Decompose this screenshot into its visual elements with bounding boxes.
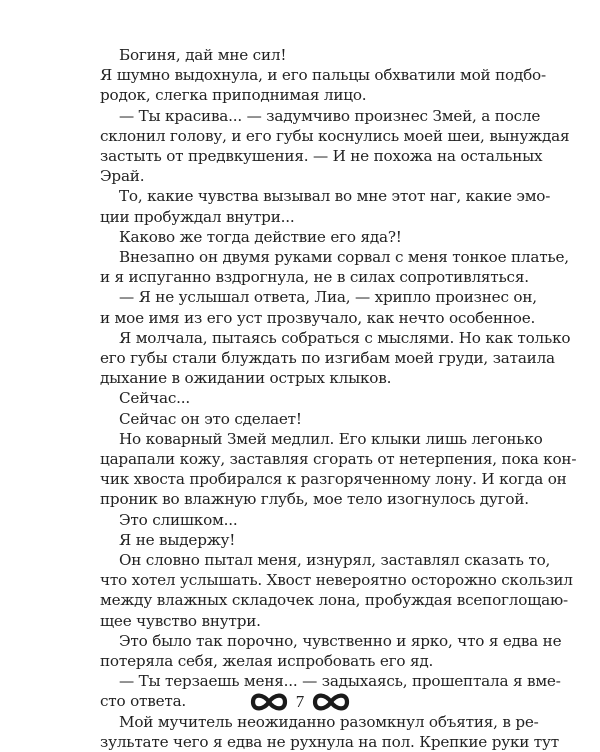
text-line: Я молчала, пытаясь собраться с мыслями. Но как только bbox=[119, 328, 571, 347]
text-line: дыхание в ожидании острых клыков. bbox=[100, 369, 392, 388]
text-line: чик хвоста пробирался к разгоряченному лону. И когда он bbox=[100, 470, 567, 489]
text-line: Я не выдержу! bbox=[119, 530, 236, 549]
text-line: — Я не услышал ответа, Лиа, — хрипло произнес он, bbox=[119, 288, 537, 307]
text-line: Это слишком... bbox=[119, 510, 238, 529]
text-line: щее чувство внутри. bbox=[100, 611, 261, 630]
text-line: застыть от предвкушения. — И не похожа на остальных bbox=[100, 147, 543, 165]
text-line: его губы стали блуждать по изгибам моей груди, затаила bbox=[100, 349, 555, 367]
text-line: родок, слегка приподнимая лицо. bbox=[100, 86, 367, 105]
text-line: Он словно пытал меня, изнурял, заставлял сказать то, bbox=[119, 551, 551, 569]
text-line: царапали кожу, заставляя сгорать от нетерпения, пока кон- bbox=[100, 450, 577, 468]
text-line: Каково же тогда действие его яда?! bbox=[119, 227, 402, 246]
text-line: Но коварный Змей медлил. Его клыки лишь легонько bbox=[119, 429, 543, 448]
infinity-ornament-left-icon bbox=[249, 690, 289, 714]
text-line: То, какие чувства вызывал во мне этот наг, какие эмо- bbox=[119, 187, 551, 206]
text-line: сто ответа. bbox=[100, 692, 187, 711]
text-line: — Ты терзаешь меня... — задыхаясь, прошептала я вме- bbox=[119, 672, 561, 691]
page-number: 7 bbox=[295, 692, 305, 711]
text-line: между влажных складочек лона, пробуждая всепоглощаю- bbox=[100, 591, 568, 610]
text-line: что хотел услышать. Хвост невероятно осторожно скользил bbox=[100, 571, 573, 590]
text-line: Внезапно он двумя руками сорвал с меня тонкое платье, bbox=[119, 248, 569, 266]
text-line: зультате чего я едва не рухнула на пол. Крепкие руки тут bbox=[100, 732, 559, 751]
text-line: Мой мучитель неожиданно разомкнул объятия, в ре- bbox=[119, 712, 539, 731]
text-line: потеряла себя, желая испробовать его яд. bbox=[100, 652, 434, 670]
text-line: Богиня, дай мне сил! bbox=[119, 46, 287, 64]
text-line: ции пробуждал внутри... bbox=[100, 207, 295, 226]
text-line: Это было так порочно, чувственно и ярко, что я едва не bbox=[119, 631, 562, 650]
text-line: и мое имя из его уст прозвучало, как нечто особенное. bbox=[100, 308, 536, 327]
text-line: склонил голову, и его губы коснулись моей шеи, вынуждая bbox=[100, 126, 570, 145]
text-line: и я испуганно вздрогнула, не в силах сопротивляться. bbox=[100, 268, 529, 287]
text-line: проник во влажную глубь, мое тело изогнулось дугой. bbox=[100, 490, 529, 509]
text-line: Сейчас он это сделает! bbox=[119, 409, 302, 428]
text-line: Эрай. bbox=[100, 167, 145, 186]
page-footer bbox=[0, 688, 600, 716]
text-line: — Ты красива... — задумчиво произнес Змей, а после bbox=[119, 106, 541, 125]
text-line: Я шумно выдохнула, и его пальцы обхватили мой подбо- bbox=[100, 66, 546, 85]
infinity-ornament-right-icon bbox=[311, 690, 351, 714]
text-line: Сейчас... bbox=[119, 389, 191, 408]
